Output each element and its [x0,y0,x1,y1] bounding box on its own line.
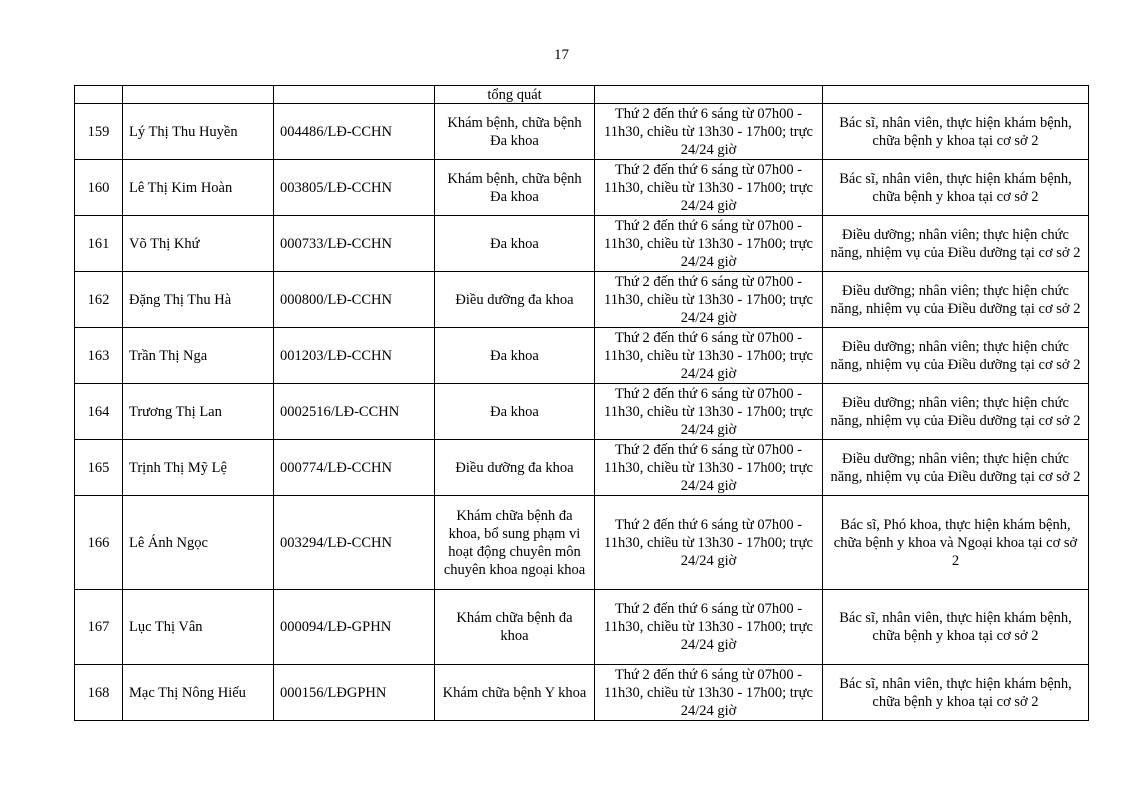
cell-position: Điều dưỡng; nhân viên; thực hiện chức năng, nhiệm vụ của Điều dưỡng tại cơ sở 2 [823,384,1089,440]
cell-scope: Đa khoa [435,384,595,440]
cell-name: Trần Thị Nga [123,328,274,384]
cell-name: Lục Thị Vân [123,590,274,665]
cell-stt: 159 [75,104,123,160]
cell-scope: Khám bệnh, chữa bệnh Đa khoa [435,104,595,160]
cell-cert: 004486/LĐ-CCHN [274,104,435,160]
table-row [75,328,1089,384]
cell-stt: 166 [75,496,123,590]
cell-time: Thứ 2 đến thứ 6 sáng từ 07h00 - 11h30, chiều từ 13h30 - 17h00; trực 24/24 giờ [595,160,823,216]
cell-position: Điều dưỡng; nhân viên; thực hiện chức năng, nhiệm vụ của Điều dưỡng tại cơ sở 2 [823,328,1089,384]
cell-stt: 167 [75,590,123,665]
cell-position: Điều dưỡng; nhân viên; thực hiện chức năng, nhiệm vụ của Điều dưỡng tại cơ sở 2 [823,440,1089,496]
cell-time: Thứ 2 đến thứ 6 sáng từ 07h00 - 11h30, chiều từ 13h30 - 17h00; trực 24/24 giờ [595,104,823,160]
cell-position: Bác sĩ, nhân viên, thực hiện khám bệnh, chữa bệnh y khoa tại cơ sở 2 [823,104,1089,160]
continuation-row [75,86,1089,104]
cell-cert: 000774/LĐ-CCHN [274,440,435,496]
table-row [75,104,1089,160]
cell-time: Thứ 2 đến thứ 6 sáng từ 07h00 - 11h30, chiều từ 13h30 - 17h00; trực 24/24 giờ [595,384,823,440]
cell-time: Thứ 2 đến thứ 6 sáng từ 07h00 - 11h30, chiều từ 13h30 - 17h00; trực 24/24 giờ [595,216,823,272]
cell-position [823,86,1089,104]
cell-cert [274,86,435,104]
cell-time: Thứ 2 đến thứ 6 sáng từ 07h00 - 11h30, chiều từ 13h30 - 17h00; trực 24/24 giờ [595,590,823,665]
table-row [75,160,1089,216]
cell-cert: 003805/LĐ-CCHN [274,160,435,216]
cell-stt: 164 [75,384,123,440]
cell-cert: 001203/LĐ-CCHN [274,328,435,384]
table-row [75,440,1089,496]
cell-scope: Điều dưỡng đa khoa [435,440,595,496]
cell-name: Võ Thị Khứ [123,216,274,272]
cell-name: Đặng Thị Thu Hà [123,272,274,328]
cell-scope: Khám chữa bệnh đa khoa, bổ sung phạm vi hoạt động chuyên môn chuyên khoa ngoại khoa [435,496,595,590]
cell-stt: 165 [75,440,123,496]
cell-stt [75,86,123,104]
staff-table-body [75,86,1089,721]
cell-time: Thứ 2 đến thứ 6 sáng từ 07h00 - 11h30, chiều từ 13h30 - 17h00; trực 24/24 giờ [595,272,823,328]
cell-scope: Khám chữa bệnh đa khoa [435,590,595,665]
table-row [75,665,1089,721]
cell-scope: Đa khoa [435,216,595,272]
cell-stt: 161 [75,216,123,272]
cell-name: Mạc Thị Nông Hiếu [123,665,274,721]
cell-stt: 168 [75,665,123,721]
cell-cert: 000733/LĐ-CCHN [274,216,435,272]
cell-position: Bác sĩ, nhân viên, thực hiện khám bệnh, chữa bệnh y khoa tại cơ sở 2 [823,590,1089,665]
cell-time [595,86,823,104]
cell-position: Bác sĩ, nhân viên, thực hiện khám bệnh, chữa bệnh y khoa tại cơ sở 2 [823,160,1089,216]
cell-time: Thứ 2 đến thứ 6 sáng từ 07h00 - 11h30, chiều từ 13h30 - 17h00; trực 24/24 giờ [595,440,823,496]
cell-name: Lê Ánh Ngọc [123,496,274,590]
page-number: 17 [554,47,569,63]
cell-position: Bác sĩ, Phó khoa, thực hiện khám bệnh, chữa bệnh y khoa và Ngoại khoa tại cơ sở 2 [823,496,1089,590]
table-row [75,590,1089,665]
cell-name: Lý Thị Thu Huyền [123,104,274,160]
cell-stt: 163 [75,328,123,384]
cell-cert: 003294/LĐ-CCHN [274,496,435,590]
table-row [75,496,1089,590]
cell-name: Trịnh Thị Mỹ Lệ [123,440,274,496]
cell-name: Lê Thị Kim Hoàn [123,160,274,216]
cell-cert: 000800/LĐ-CCHN [274,272,435,328]
cell-stt: 160 [75,160,123,216]
cell-scope: Đa khoa [435,328,595,384]
cell-stt: 162 [75,272,123,328]
cell-position: Điều dưỡng; nhân viên; thực hiện chức năng, nhiệm vụ của Điều dưỡng tại cơ sở 2 [823,272,1089,328]
cell-scope: Điều dưỡng đa khoa [435,272,595,328]
cell-position: Bác sĩ, nhân viên, thực hiện khám bệnh, chữa bệnh y khoa tại cơ sở 2 [823,665,1089,721]
cell-cert: 000094/LĐ-GPHN [274,590,435,665]
cell-name: Trương Thị Lan [123,384,274,440]
table-row [75,384,1089,440]
cell-scope: Khám chữa bệnh Y khoa [435,665,595,721]
cell-time: Thứ 2 đến thứ 6 sáng từ 07h00 - 11h30, chiều từ 13h30 - 17h00; trực 24/24 giờ [595,665,823,721]
cell-time: Thứ 2 đến thứ 6 sáng từ 07h00 - 11h30, chiều từ 13h30 - 17h00; trực 24/24 giờ [595,496,823,590]
staff-table [74,85,1089,721]
table-row [75,216,1089,272]
cell-name [123,86,274,104]
cell-position: Điều dưỡng; nhân viên; thực hiện chức năng, nhiệm vụ của Điều dưỡng tại cơ sở 2 [823,216,1089,272]
cell-time: Thứ 2 đến thứ 6 sáng từ 07h00 - 11h30, chiều từ 13h30 - 17h00; trực 24/24 giờ [595,328,823,384]
cell-cert: 000156/LĐGPHN [274,665,435,721]
table-row [75,272,1089,328]
cell-scope: Khám bệnh, chữa bệnh Đa khoa [435,160,595,216]
cell-scope: tổng quát [435,86,595,104]
cell-cert: 0002516/LĐ-CCHN [274,384,435,440]
